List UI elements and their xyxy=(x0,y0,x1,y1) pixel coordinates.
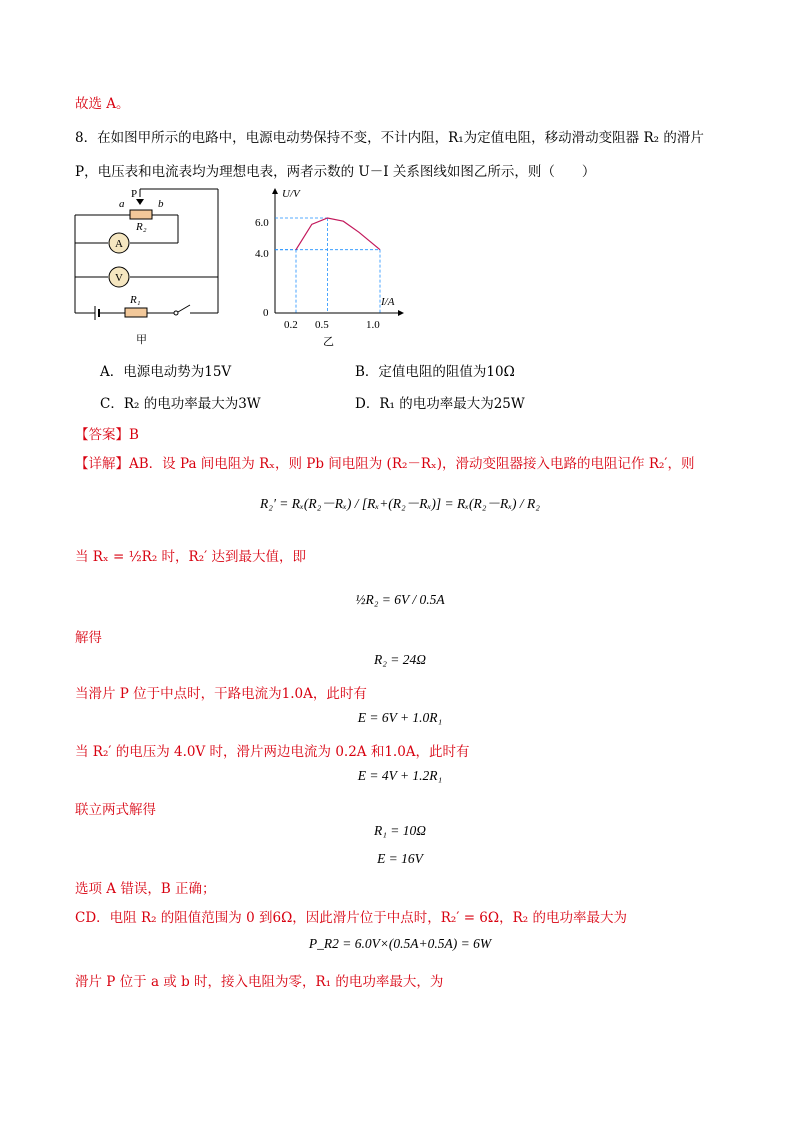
y-axis-label: U/V xyxy=(282,188,300,200)
voltmeter-label: V xyxy=(115,272,123,284)
equation-3: R₂ = 24Ω xyxy=(373,652,427,667)
solution-last: 滑片 P 位于 a 或 b 时，接入电阻为零，R₁ 的电功率最大，为 xyxy=(75,974,444,990)
label-a: a xyxy=(119,198,125,210)
origin-label: 0 xyxy=(263,307,269,319)
label-r2: R₂ xyxy=(136,221,147,233)
equation-5: E = 4V + 1.2R₁ xyxy=(357,768,443,783)
equation-4: E = 6V + 1.0R₁ xyxy=(357,710,443,725)
ui-curve xyxy=(296,218,380,250)
label-p: P xyxy=(131,188,138,200)
ytick-6: 6.0 xyxy=(255,217,269,229)
option-c: C．R₂ 的电功率最大为3W xyxy=(100,396,261,412)
answer: 【答案】B xyxy=(75,427,139,443)
solution-combine: 联立两式解得 xyxy=(75,802,156,818)
option-a: A．电源电动势为15V xyxy=(100,364,232,380)
xtick-02: 0.2 xyxy=(284,319,298,331)
ui-graph xyxy=(255,183,415,353)
circuit-diagram xyxy=(70,185,230,350)
solution-voltage-4: 当 R₂′ 的电压为 4.0V 时，滑片两边电流为 0.2A 和1.0A，此时有 xyxy=(75,744,470,760)
label-b: b xyxy=(158,198,164,210)
graph-caption: 乙 xyxy=(323,336,334,348)
circuit-caption: 甲 xyxy=(136,334,147,346)
solution-intro: 【详解】AB．设 Pa 间电阻为 Rₓ，则 Pb 间电阻为 (R₂－Rₓ)，滑动变阻器接入电路的电阻记作 R₂′，则 xyxy=(75,456,695,472)
previous-answer: 故选 A。 xyxy=(75,96,130,112)
ammeter-label: A xyxy=(115,238,123,250)
equation-2: ½R₂ = 6V / 0.5A xyxy=(355,592,445,607)
question-line-2: P，电压表和电流表均为理想电表，两者示数的 U－I 关系图线如图乙所示，则（ ） xyxy=(75,164,596,180)
solve-label-1: 解得 xyxy=(75,630,102,646)
equation-7: E = 16V xyxy=(377,851,423,866)
xtick-10: 1.0 xyxy=(366,319,380,331)
label-r1: R₁ xyxy=(130,294,141,306)
solution-condition: 当 Rₓ = ½R₂ 时，R₂′ 达到最大值，即 xyxy=(75,549,306,565)
option-b: B．定值电阻的阻值为10Ω xyxy=(355,364,515,380)
xtick-05: 0.5 xyxy=(315,319,329,331)
ab-result: 选项 A 错误，B 正确； xyxy=(75,881,216,897)
option-d: D．R₁ 的电功率最大为25W xyxy=(355,396,525,412)
question-line-1: 8．在如图甲所示的电路中，电源电动势保持不变，不计内阻，R₁为定值电阻，移动滑动变阻器 R₂ 的滑片 xyxy=(75,130,704,146)
ytick-4: 4.0 xyxy=(255,248,269,260)
solution-cd: CD．电阻 R₂ 的阻值范围为 0 到6Ω，因此滑片位于中点时，R₂′ = 6Ω，R₂ 的电功率最大为 xyxy=(75,910,627,926)
x-axis-label: I/A xyxy=(381,296,395,308)
equation-8: P_R2 = 6.0V×(0.5A+0.5A) = 6W xyxy=(308,936,492,951)
equation-1: R₂′ = Rₓ(R₂－Rₓ) / [Rₓ+(R₂－Rₓ)] = Rₓ(R₂－Rₓ) / R₂ xyxy=(260,496,540,511)
solution-midpoint: 当滑片 P 位于中点时，干路电流为1.0A，此时有 xyxy=(75,686,367,702)
equation-6: R₁ = 10Ω xyxy=(373,823,427,838)
slider-arrow-icon xyxy=(136,199,144,205)
